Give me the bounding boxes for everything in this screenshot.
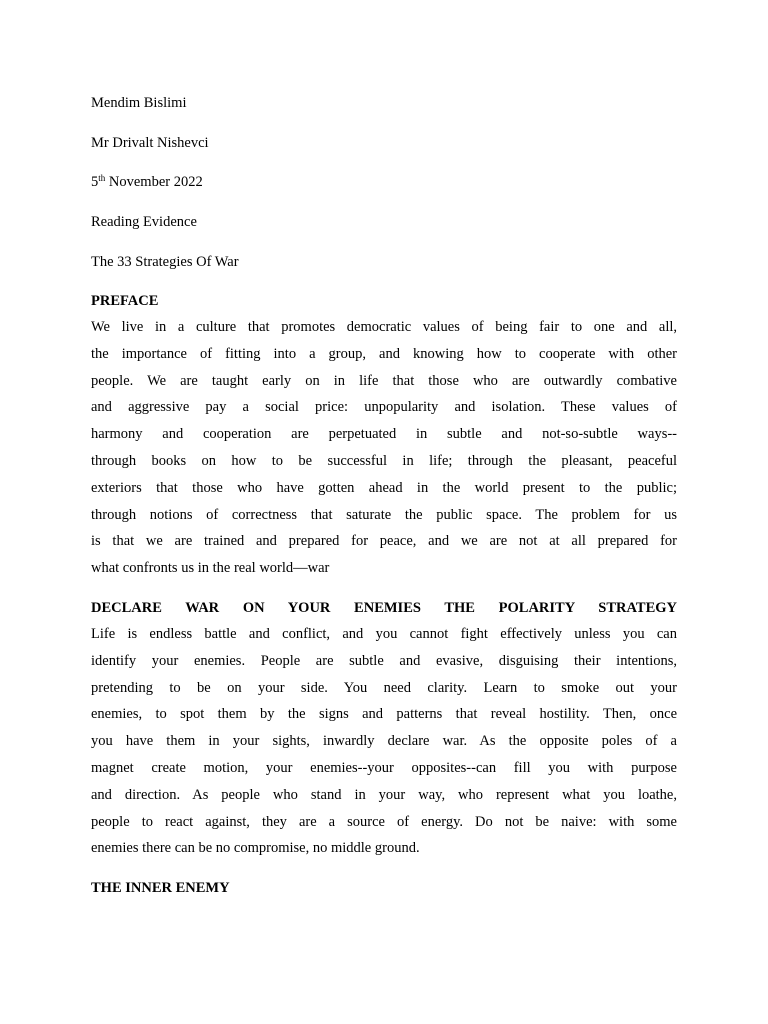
date-rest: November 2022 bbox=[105, 174, 203, 190]
body-line: and direction. As people who stand in your way, who represent what you loathe, bbox=[91, 786, 677, 803]
date-day: 5 bbox=[91, 174, 99, 190]
body-line: people. We are taught early on in life that those who are outwardly combative bbox=[91, 372, 677, 389]
body-line: Life is endless battle and conflict, and you cannot fight effectively unless you can bbox=[91, 626, 677, 642]
section-heading-polarity-strategy: DECLARE WAR ON YOUR ENEMIES THE POLARITY STRATEGY bbox=[91, 600, 677, 616]
body-line: people to react against, they are a source of energy. Do not be naive: with some bbox=[91, 813, 677, 830]
date-suffix: th bbox=[98, 173, 106, 183]
section-heading-inner-enemy: THE INNER ENEMY bbox=[91, 880, 230, 896]
body-line: you have them in your sights, inwardly declare war. As the opposite poles of a bbox=[91, 733, 677, 750]
section-body-preface bbox=[91, 314, 677, 582]
assignment-title: Reading Evidence bbox=[91, 214, 197, 230]
teacher-name: Mr Drivalt Nishevci bbox=[91, 135, 209, 151]
section-body-polarity-strategy bbox=[91, 621, 677, 862]
body-line: magnet create motion, your enemies--your opposites--can fill you with purpose bbox=[91, 759, 677, 776]
body-line: harmony and cooperation are perpetuated in subtle and not-so-subtle ways-- bbox=[91, 426, 677, 443]
date-line bbox=[91, 173, 203, 191]
body-line: is that we are trained and prepared for peace, and we are not at all prepared for bbox=[91, 533, 677, 550]
body-line: identify your enemies. People are subtle and evasive, disguising their intentions, bbox=[91, 652, 677, 669]
body-line: what confronts us in the real world—war bbox=[91, 560, 330, 577]
body-line: through books on how to be successful in life; through the pleasant, peaceful bbox=[91, 452, 677, 469]
body-line: enemies, to spot them by the signs and patterns that reveal hostility. Then, once bbox=[91, 706, 677, 723]
body-line: enemies there can be no compromise, no middle ground. bbox=[91, 840, 420, 857]
body-line: the importance of fitting into a group, and knowing how to cooperate with other bbox=[91, 345, 677, 362]
body-line: and aggressive pay a social price: unpopularity and isolation. These values of bbox=[91, 399, 677, 416]
book-title: The 33 Strategies Of War bbox=[91, 254, 239, 270]
body-line: exteriors that those who have gotten ahead in the world present to the public; bbox=[91, 479, 677, 496]
body-line: pretending to be on your side. You need clarity. Learn to smoke out your bbox=[91, 679, 677, 696]
body-line: through notions of correctness that saturate the public space. The problem for us bbox=[91, 506, 677, 523]
section-heading-preface: PREFACE bbox=[91, 293, 159, 309]
student-name: Mendim Bislimi bbox=[91, 95, 187, 111]
body-line: We live in a culture that promotes democratic values of being fair to one and all, bbox=[91, 319, 677, 335]
